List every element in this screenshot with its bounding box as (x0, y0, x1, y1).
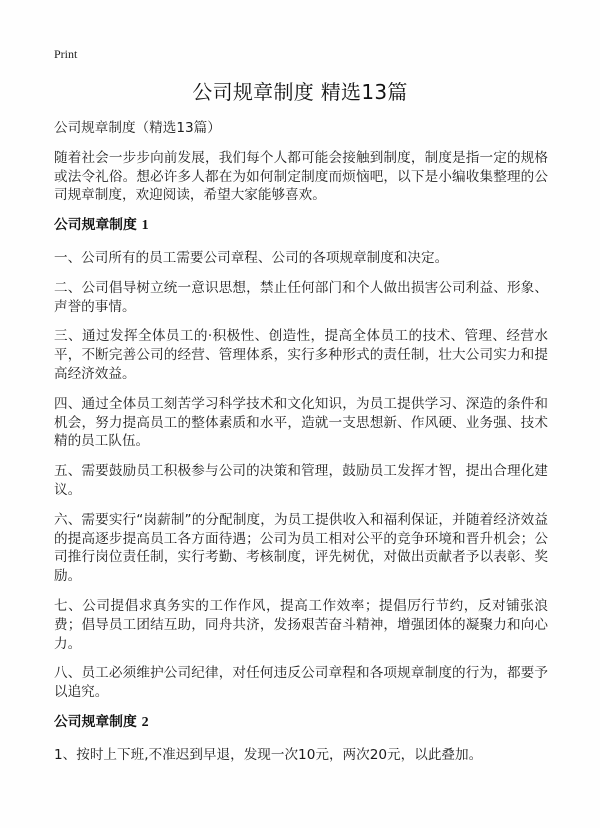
print-label: Print (54, 47, 78, 61)
section-heading-1 (54, 216, 548, 236)
document-subtitle: 公司规章制度（精选13篇） (54, 120, 221, 136)
document-body (54, 119, 548, 776)
document-title: 公司规章制度 精选13篇 (192, 80, 408, 104)
intro-paragraph: 随着社会一步步向前发展，我们每个人都可能会接触到制度，制度是指一定的规格或法令礼俗。想必许多人都在为如何制定制度而烦恼吧，以下是小编收集整理的公司规章制度，欢迎阅读，希望大家能够喜欢。 (54, 149, 548, 204)
section-1-paragraph-4: 四、通过全体员工刻苦学习科学技术和文化知识，为员工提供学习、深造的条件和机会，努力提高员工的整体素质和水平，造就一支思想新、作风硬、业务强、技术精的员工队伍。 (54, 395, 548, 450)
section-1-paragraph-3: 三、通过发挥全体员工的·积极性、创造性，提高全体员工的技术、管理、经营水平，不断完善公司的经营、管理体系，实行多种形式的责任制，壮大公司实力和提高经济效益。 (54, 328, 548, 382)
section-1-paragraph-6: 六、需要实行“岗薪制”的分配制度，为员工提供收入和福利保证，并随着经济效益的提高逐步提高员工各方面待遇；公司为员工相对公平的竞争环境和晋升机会；公司推行岗位责任制，实行考勤、考核制度，评先树优，对做出贡献者予以表彰、奖励。 (54, 511, 548, 585)
section-heading-number: 1 (141, 218, 149, 234)
section-1-paragraph-5: 五、需要鼓励员工积极参与公司的决策和管理，鼓励员工发挥才智，提出合理化建议。 (54, 463, 548, 498)
section-heading-number: 2 (141, 714, 149, 730)
section-heading-2 (54, 713, 548, 733)
section-1-paragraph-2: 二、公司倡导树立统一意识思想，禁止任何部门和个人做出损害公司利益、形象、声誉的事情。 (54, 279, 548, 315)
section-heading-text: 公司规章制度 (54, 713, 137, 730)
section-1-paragraph-8: 八、员工必须维护公司纪律，对任何违反公司章程和各项规章制度的行为，都要予以追究。 (54, 665, 548, 701)
section-2-paragraph-1: 1、按时上下班,不准迟到早退，发现一次10元，两次20元，以此叠加。 (54, 746, 483, 763)
section-heading-text: 公司规章制度 (54, 217, 137, 234)
section-1-paragraph-1: 一、公司所有的员工需要公司章程、公司的各项规章制度和决定。 (54, 249, 449, 266)
section-1-paragraph-7: 七、公司提倡求真务实的工作作风，提高工作效率；提倡厉行节约，反对铺张浪费；倡导员工团结互助，同舟共济，发扬艰苦奋斗精神，增强团体的凝聚力和向心力。 (54, 597, 548, 652)
